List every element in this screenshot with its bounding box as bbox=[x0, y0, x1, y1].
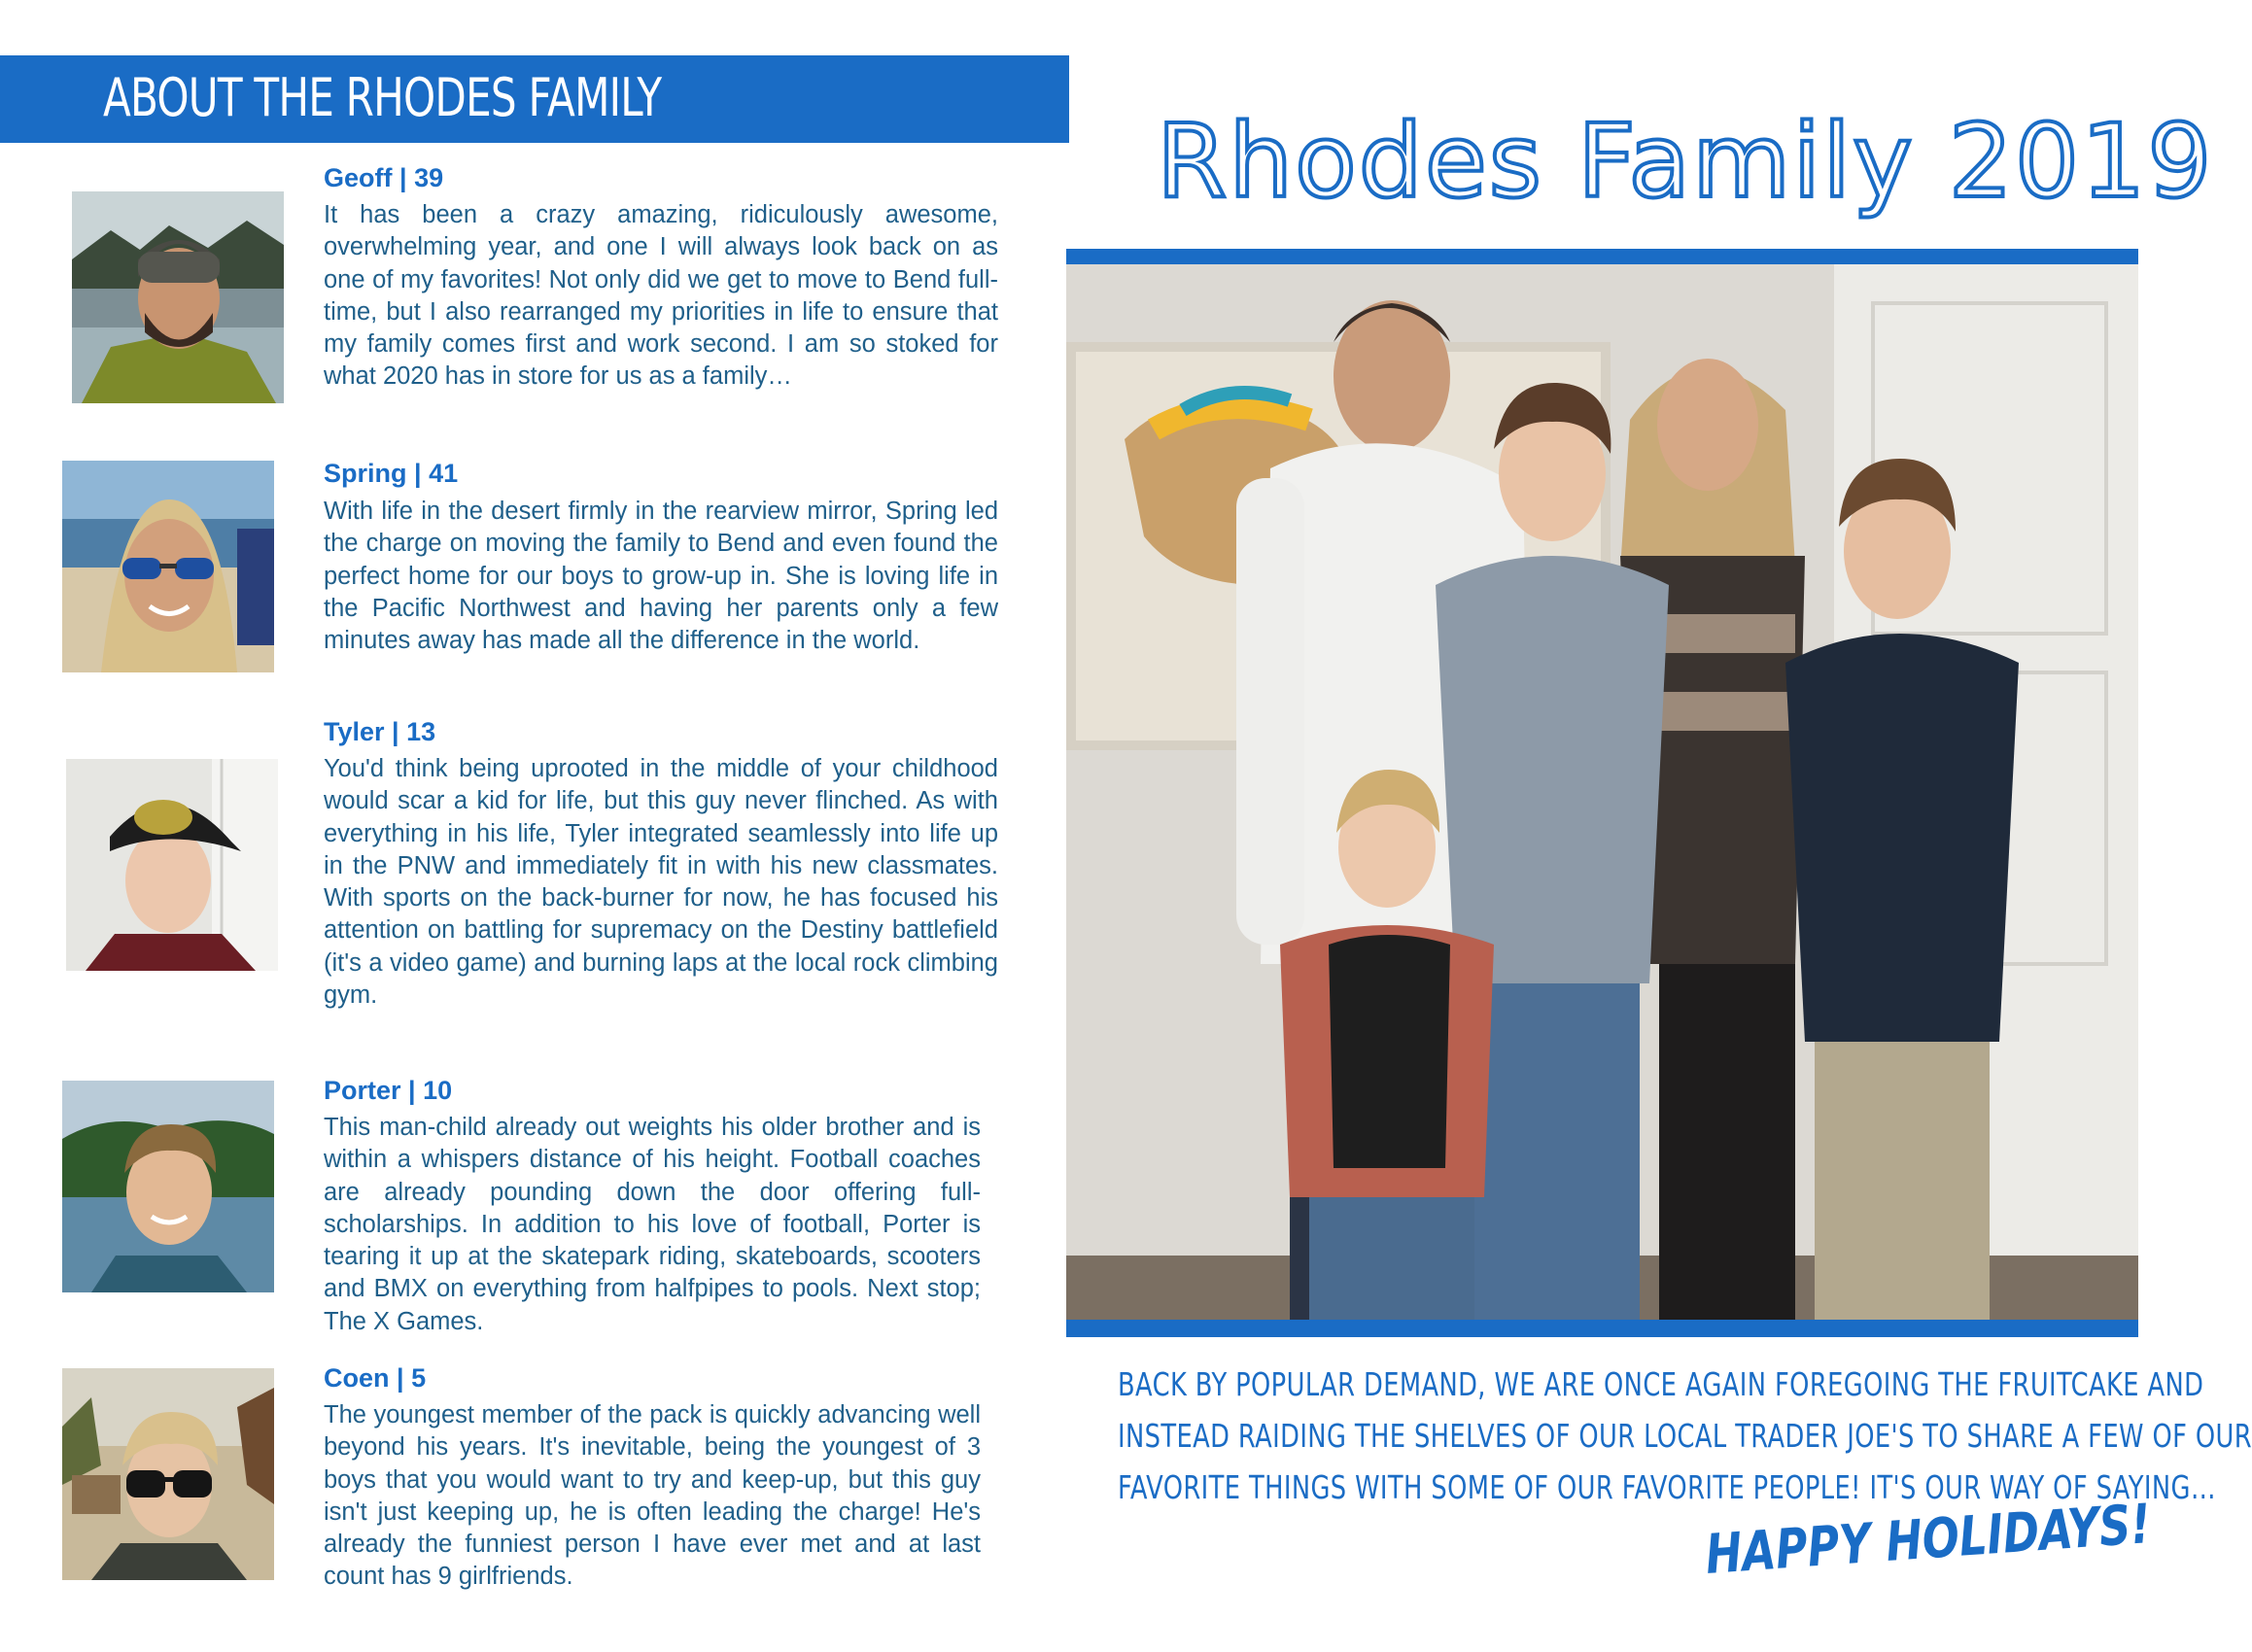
member-bio: With life in the desert firmly in the rearview mirror, Spring led the charge on moving the family to Bend and even found the perfect home for our boys to grow-up in. She is loving life in the Pacific Northwest and having her parents only a few minutes away has made all the difference in the world. bbox=[324, 498, 998, 655]
member-bio: You'd think being uprooted in the middle of your childhood would scar a kid for life, but this guy never flinched. As with everything in his life, Tyler integrated seamlessly into life up in the PNW and immediately fit in with his new classmates. With sports on the back-burner for now, he has focused his attention on battling for supremacy on the Destiny battlefield (it's a video game) and burning laps at the local rock climbing gym. bbox=[324, 755, 998, 1010]
member-heading: Porter | 10 bbox=[324, 1076, 453, 1105]
happy-holidays: HAPPY HOLIDAYS! bbox=[1703, 1493, 2153, 1587]
avatar-spring bbox=[62, 461, 274, 672]
member-name: Tyler bbox=[324, 717, 385, 746]
member-name: Geoff bbox=[324, 163, 393, 192]
caption bbox=[1118, 1359, 2252, 1513]
member-age: 10 bbox=[423, 1076, 453, 1105]
member-name: Porter bbox=[324, 1076, 401, 1105]
member-age: 41 bbox=[429, 459, 459, 488]
member-heading: Coen | 5 bbox=[324, 1363, 427, 1393]
member-age: 13 bbox=[406, 717, 436, 746]
avatar-coen bbox=[62, 1368, 274, 1580]
avatar-porter bbox=[62, 1081, 274, 1292]
member-name: Coen bbox=[324, 1363, 390, 1393]
caption-line: BACK BY POPULAR DEMAND, WE ARE ONCE AGAIN FOREGOING THE FRUITCAKE AND bbox=[1118, 1365, 2204, 1403]
page-title: Rhodes Family 2019 bbox=[1157, 102, 2214, 221]
caption-line: INSTEAD RAIDING THE SHELVES OF OUR LOCAL TRADER JOE'S TO SHARE A FEW OF OUR bbox=[1118, 1417, 2252, 1455]
caption-line: FAVORITE THINGS WITH SOME OF OUR FAVORITE PEOPLE! IT'S OUR WAY OF SAYING… bbox=[1118, 1468, 2217, 1506]
family-photo bbox=[1066, 264, 2138, 1320]
member-name: Spring bbox=[324, 459, 407, 488]
about-title: ABOUT THE RHODES FAMILY bbox=[103, 67, 662, 128]
member-heading: Geoff | 39 bbox=[324, 163, 444, 192]
member-heading: Spring | 41 bbox=[324, 459, 459, 488]
avatar-tyler bbox=[66, 759, 278, 971]
avatar-geoff bbox=[72, 191, 284, 403]
member-heading: Tyler | 13 bbox=[324, 717, 436, 746]
about-header-bar bbox=[0, 55, 1069, 143]
member-bio: It has been a crazy amazing, ridiculously awesome, overwhelming year, and one I will always look back on as one of my favorites! Not only did we get to move to Bend full-time, but I also rearranged my priorities in life to ensure that my family comes first and work second. I am so stoked for what 2020 has in store for us as a family… bbox=[324, 201, 998, 391]
member-bio: This man-child already out weights his older brother and is within a whispers distance of his height. Football coaches are already pounding down the door offering full-scholarships. In addition to his love of football, Porter is tearing it up at the skatepark riding, skateboards, scooters and BMX on everything from halfpipes to pools. Next stop; The X Games. bbox=[324, 1114, 981, 1335]
member-bio: The youngest member of the pack is quickly advancing well beyond his years. It's inevitable, being the youngest of 3 boys that you would want to try and keep-up, but this guy isn't just keeping up, he is often leading the charge! He's already the funniest person I have ever met and at last count has 9 girlfriends. bbox=[324, 1401, 981, 1591]
member-age: 39 bbox=[414, 163, 444, 192]
member-age: 5 bbox=[411, 1363, 427, 1393]
